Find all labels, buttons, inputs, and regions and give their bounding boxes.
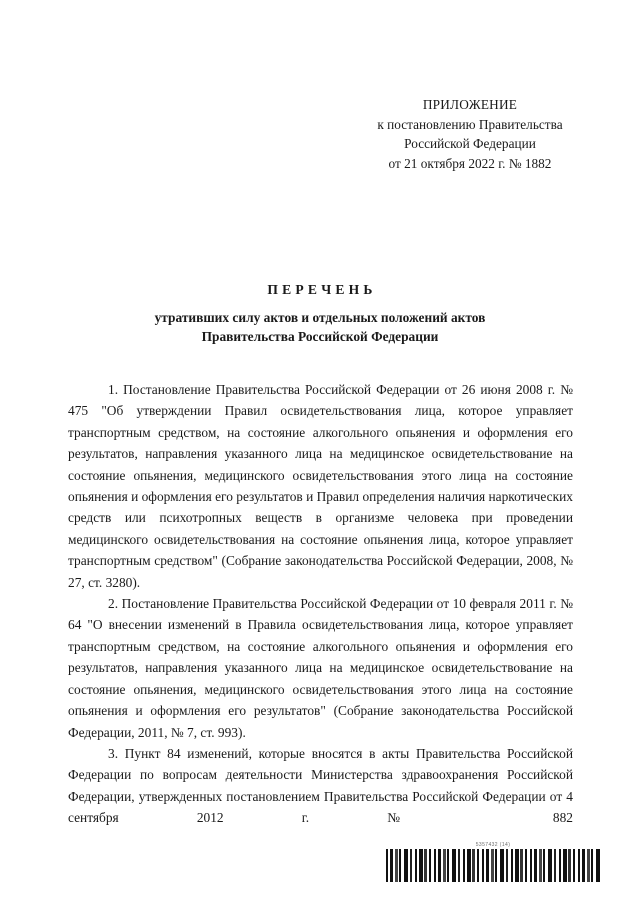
body-paragraph-1: 1. Постановление Правительства Российской Федерации от 26 июня 2008 г. № 475 "Об утверждении Правил освидетельствования лица, которое управляет транспортным средством, на состояние алкогольного опьянения и оформления его результатов, направления указанного лица на медицинское освидетельствование на состояние опьянения, медицинского освидетельствования этого лица на состояние опьянения и оформления его результатов и Правил определения наличия наркотических средств или психотропных веществ в организме человека при проведении медицинского освидетельствования на состояние опьянения лица, которое управляет транспортным средством" (Собрание законодательства Российской Федерации, 2008, № 27, ст. 3280). [68,382,573,590]
body-paragraph-3: 3. Пункт 84 изменений, которые вносятся в акты Правительства Российской Федерации по вопросам деятельности Министерства здравоохранения Российской Федерации, утвержденных постановлением Правительства Российской Федерации от 4 сентября 2012 г. № 882 [68,745,573,826]
appendix-header [350,95,590,173]
document-subtitle-line-2: Правительства Российской Федерации [201,329,439,344]
document-title-block [68,281,572,346]
body-paragraph-2: 2. Постановление Правительства Российской Федерации от 10 февраля 2011 г. № 64 "О внесении изменений в Правила освидетельствования лица, которое управляет транспортным средством, на состояние алкогольного опьянения и оформления его результатов, направления указанного лица на медицинское освидетельствование на состояние опьянения, медицинского освидетельствования этого лица на состояние опьянения и оформления его результатов" (Собрание законодательства Российской Федерации, 2011, № 7, ст. 993). [68,596,573,740]
document-subtitle-line-1: утративших силу актов и отдельных положений актов [154,310,486,325]
barcode-number: 5357432 (14) [475,842,511,848]
barcode-bars [386,849,600,882]
appendix-header-line-3: Российской Федерации [404,136,536,151]
page-title: ПЕРЕЧЕНЬ [267,282,377,297]
document-body [68,379,573,829]
barcode [386,841,600,882]
document-subtitle [68,308,572,346]
appendix-header-line-2: к постановлению Правительства [377,116,563,132]
appendix-header-line-1: ПРИЛОЖЕНИЕ [422,97,518,112]
appendix-header-line-4: от 21 октября 2022 г. № 1882 [388,155,552,171]
